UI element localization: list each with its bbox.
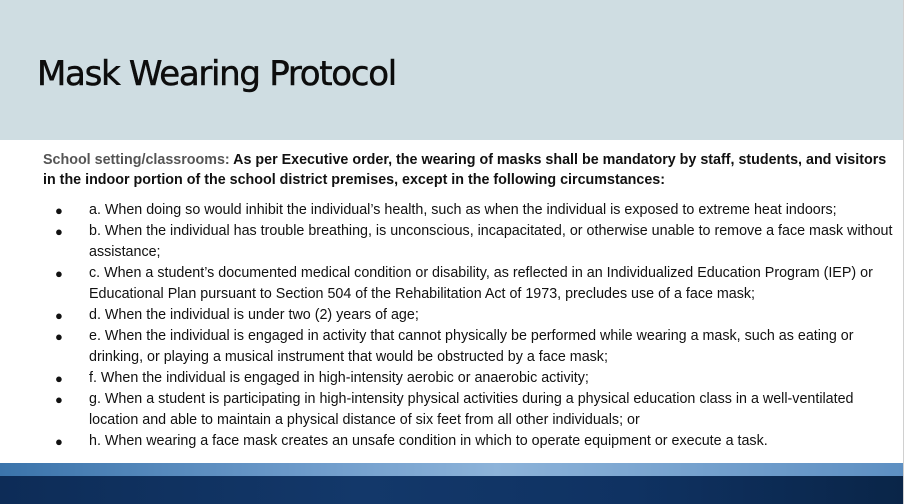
footer-bar <box>0 463 903 504</box>
list-item-text: d. When the individual is under two (2) years of age; <box>89 307 419 323</box>
bullet-icon: ● <box>55 308 63 323</box>
bullet-icon: ● <box>55 434 63 449</box>
list-item-text: e. When the individual is engaged in activity that cannot physically be performed while wearing a mask, such as eating or drinking, or playing a musical instrument that would be obstructed by a face mask; <box>89 328 854 365</box>
footer-light-stripe <box>0 463 903 476</box>
bullet-icon: ● <box>55 392 63 407</box>
slide-title: Mask Wearing Protocol <box>37 54 396 94</box>
bullet-icon: ● <box>55 371 63 386</box>
list-item-text: f. When the individual is engaged in high-intensity aerobic or anaerobic activity; <box>89 370 589 386</box>
list-item-text: h. When wearing a face mask creates an unsafe condition in which to operate equipment or execute a task. <box>89 433 768 449</box>
bullet-icon: ● <box>55 203 63 218</box>
intro-label: School setting/classrooms: <box>43 152 230 168</box>
bullet-icon: ● <box>55 329 63 344</box>
bullet-icon: ● <box>55 266 63 281</box>
list-item <box>43 221 893 263</box>
list-item <box>43 431 893 452</box>
list-item-text: c. When a student’s documented medical condition or disability, as reflected in an Individualized Education Program (IEP) or Educational Plan pursuant to Section 504 of the Rehabilitation Act of 1973, precludes use of a face mask; <box>89 265 873 302</box>
intro-paragraph <box>43 150 893 190</box>
list-item <box>43 263 893 305</box>
list-item-text: g. When a student is participating in high-intensity physical activities during a physical education class in a well-ventilated location and able to maintain a physical distance of six feet from all other individuals; or <box>89 391 854 428</box>
list-item <box>43 326 893 368</box>
list-item <box>43 305 893 326</box>
list-item-text: a. When doing so would inhibit the individual’s health, such as when the individual is exposed to extreme heat indoors; <box>89 202 837 218</box>
list-item-text: b. When the individual has trouble breathing, is unconscious, incapacitated, or otherwise unable to remove a face mask without assistance; <box>89 223 893 260</box>
footer-dark-stripe <box>0 476 903 504</box>
list-item <box>43 368 893 389</box>
title-band <box>0 0 903 140</box>
list-item <box>43 389 893 431</box>
slide-body <box>43 150 893 452</box>
list-item <box>43 200 893 221</box>
intro-text: As per Executive order, the wearing of masks shall be mandatory by staff, students, and visitors in the indoor portion of the school district premises, except in the following circumstances: <box>43 152 887 188</box>
exception-list <box>43 200 893 452</box>
bullet-icon: ● <box>55 224 63 239</box>
